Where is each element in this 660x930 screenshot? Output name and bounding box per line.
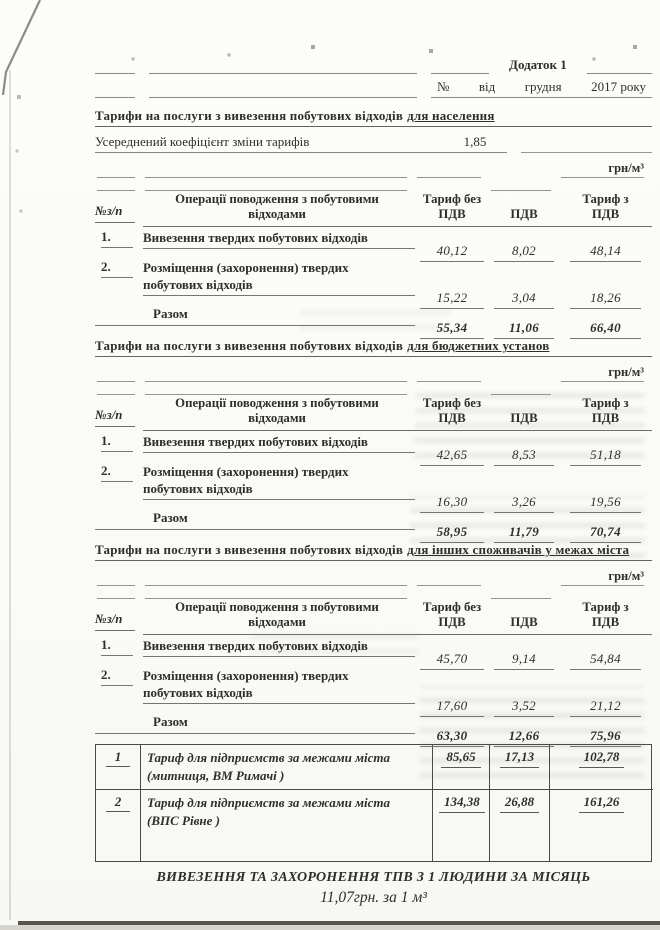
col-header-vat: ПДВ [489,379,559,431]
value-no-vat: 16,30 [420,494,484,513]
row-description-note: (митниця, ВМ Римачі ) [147,768,285,783]
page-corner-fold-mark [0,0,70,100]
document-content [95,56,652,907]
row-number: 1. [95,433,143,453]
tariff-table [95,569,652,743]
value-vat: 17,13 [490,745,550,789]
table-total-row [95,306,652,335]
col-header-num: №з/п [95,583,143,631]
row-number: 2. [95,667,143,704]
table-header-row [95,583,652,635]
total-with-vat: 70,74 [570,524,641,543]
blank-line [149,96,417,98]
section-title-text: Тарифи на послуги з вивезення побутових відходів [95,338,404,353]
value-no-vat: 85,65 [433,745,490,789]
row-operation: Вивезення твердих побутових відходів [143,637,415,657]
scan-left-edge-line [9,70,11,920]
section-title-target: для населення [407,108,495,123]
row-description: Тариф для підприємств за межами міста (ВПС Рівне ) [141,789,433,861]
table-total-row [95,510,652,539]
appendix-label: Додаток 1 [509,57,567,72]
total-vat: 11,06 [494,320,554,339]
blank-line [95,72,135,74]
total-label: Разом [95,306,415,326]
year-label: 2017 року [591,79,646,94]
value-no-vat: 15,22 [420,290,484,309]
value-with-vat: 18,26 [570,290,641,309]
value-vat: 8,53 [494,447,554,466]
row-operation: Розміщення (захоронення) твердих побутових відходів [143,463,415,500]
table-row [95,637,652,666]
value-no-vat: 42,65 [420,447,484,466]
table-row [95,259,652,305]
row-number: 2 [96,789,141,861]
section-title-text: Тарифи на послуги з вивезення побутових відходів [95,108,404,123]
coefficient-label: Усереднений коефіцієнт зміни тарифів [95,134,443,153]
total-with-vat: 66,40 [570,320,641,339]
footer-monthly-statement: ВИВЕЗЕННЯ ТА ЗАХОРОНЕННЯ ТПВ З 1 ЛЮДИНИ ЗА МІСЯЦЬ [156,870,591,885]
scan-speckles [0,0,2,2]
row-description-note: (ВПС Рівне ) [147,813,220,828]
value-vat: 9,14 [494,651,554,670]
col-header-tariff-with-vat: Тариф з ПДВ [559,175,652,227]
total-no-vat: 63,30 [420,728,484,747]
doc-number-date-line [431,79,652,98]
row-operation: Вивезення твердих побутових відходів [143,433,415,453]
table-total-row [95,714,652,743]
value-with-vat: 48,14 [570,243,641,262]
header-row-appendix [95,56,652,74]
table-row [95,433,652,462]
col-header-operations: Операції поводження з побутовими відходами [143,379,415,431]
unit-label: грн/м³ [608,569,644,583]
value-vat: 26,88 [490,789,550,861]
section-title [95,108,652,127]
value-no-vat: 45,70 [420,651,484,670]
blank-line [149,72,417,74]
row-number: 2. [95,463,143,500]
table-row [95,667,652,713]
col-header-vat: ПДВ [489,175,559,227]
value-with-vat: 54,84 [570,651,641,670]
coefficient-value: 1,85 [443,134,507,153]
value-with-vat: 51,18 [570,447,641,466]
total-no-vat: 55,34 [420,320,484,339]
tariff-section-other-consumers [95,542,652,743]
total-label: Разом [95,510,415,530]
tariff-section-population [95,108,652,335]
col-header-vat: ПДВ [489,583,559,635]
row-description: Тариф для підприємств за межами міста (митниця, ВМ Римачі ) [141,745,433,789]
month-label: грудня [524,79,562,94]
tariff-table [95,365,652,539]
col-header-num: №з/п [95,379,143,427]
value-vat: 8,02 [494,243,554,262]
row-number: 1. [95,229,143,249]
col-header-operations: Операції поводження з побутовими відходами [143,583,415,635]
scan-bottom-edge-shadow [0,925,660,930]
section-title-text: Тарифи на послуги з вивезення побутових відходів [95,542,404,557]
blank-line [95,96,135,98]
footer [95,870,652,907]
table-row [96,745,651,789]
col-header-num: №з/п [95,175,143,223]
blank-line [521,144,652,153]
table-row [95,463,652,509]
value-vat: 3,26 [494,494,554,513]
header-row-date [95,80,652,98]
total-label: Разом [95,714,415,734]
total-vat: 12,66 [494,728,554,747]
value-no-vat: 40,12 [420,243,484,262]
number-sign-label: № [437,79,450,94]
value-with-vat: 102,78 [550,745,653,789]
value-with-vat: 161,26 [550,789,653,861]
value-with-vat: 19,56 [570,494,641,513]
blank-line [431,72,489,74]
blank-line [587,72,652,74]
table-header-row [95,175,652,227]
total-no-vat: 58,95 [420,524,484,543]
section-title [95,338,652,357]
col-header-operations: Операції поводження з побутовими відходами [143,175,415,227]
value-no-vat: 134,38 [433,789,490,861]
col-header-tariff-no-vat: Тариф без ПДВ [415,583,489,635]
unit-label: грн/м³ [608,365,644,379]
col-header-tariff-no-vat: Тариф без ПДВ [415,379,489,431]
row-number: 1 [96,745,141,789]
total-with-vat: 75,96 [570,728,641,747]
row-operation: Розміщення (захоронення) твердих побутових відходів [143,667,415,704]
col-header-tariff-with-vat: Тариф з ПДВ [559,583,652,635]
col-header-tariff-no-vat: Тариф без ПДВ [415,175,489,227]
table-header-row [95,379,652,431]
row-number: 2. [95,259,143,296]
row-number: 1. [95,637,143,657]
tariff-table [95,161,652,335]
table-row [96,789,651,861]
col-header-tariff-with-vat: Тариф з ПДВ [559,379,652,431]
section-title-target: для бюджетних установ [407,338,550,353]
table-row [95,229,652,258]
row-operation: Розміщення (захоронення) твердих побутових відходів [143,259,415,296]
value-vat: 3,52 [494,698,554,717]
section-title-target: для інших споживачів у межах міста [407,542,630,557]
row-operation: Вивезення твердих побутових відходів [143,229,415,249]
value-with-vat: 21,12 [570,698,641,717]
unit-label: грн/м³ [608,161,644,175]
tariff-section-budget [95,338,652,539]
total-vat: 11,79 [494,524,554,543]
from-label: від [478,79,496,94]
value-no-vat: 17,60 [420,698,484,717]
footer-price-per-cubic-meter: 11,07грн. за 1 м³ [320,889,427,906]
section-title [95,542,652,561]
outside-city-tariff-table [95,744,652,862]
value-vat: 3,04 [494,290,554,309]
coefficient-row [95,135,652,153]
